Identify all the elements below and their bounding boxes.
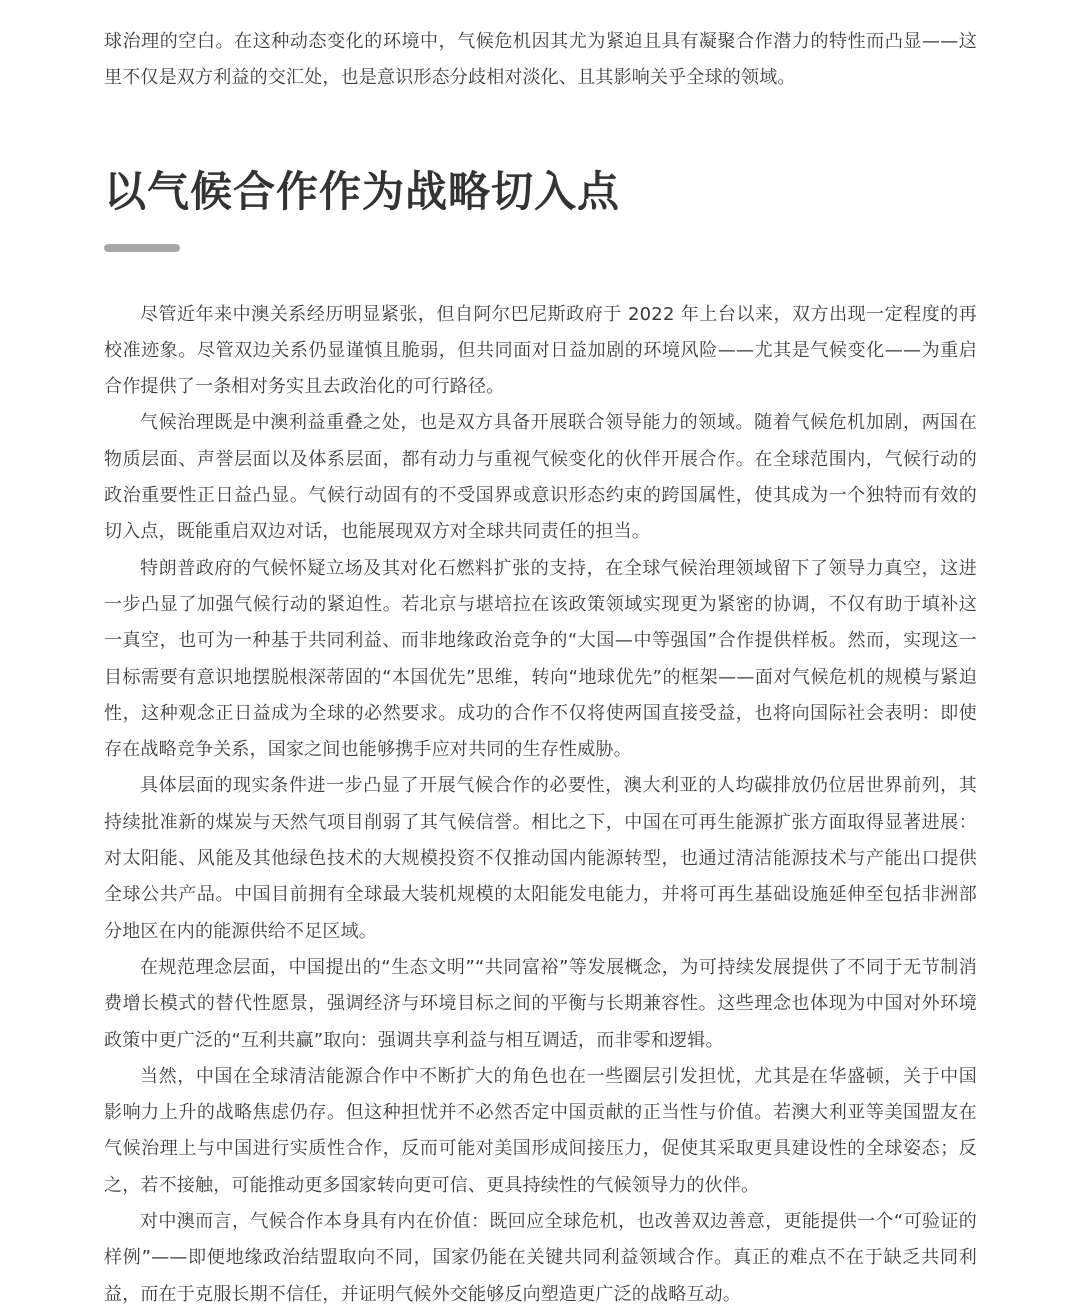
paragraph-7: 对中澳而言，气候合作本身具有内在价值：既回应全球危机，也改善双边善意，更能提供一个“可验证的样例”——即便地缘政治结盟取向不同，国家仍能在关键共同利益领域合作。真正的难点不在于缺乏共同利益，而在于克服长期不信任，并证明气候外交能够反向塑造更广泛的战略互动。 [104,1211,977,1305]
paragraph-2: 气候治理既是中澳利益重叠之处，也是双方具备开展联合领导能力的领域。随着气候危机加剧，两国在物质层面、声誉层面以及体系层面，都有动力与重视气候变化的伙伴开展合作。在全球范围内，气候行动的政治重要性正日益凸显。气候行动固有的不受国界或意识形态约束的跨国属性，使其成为一个独特而有效的切入点，既能重启双边对话，也能展现双方对全球共同责任的担当。 [104,412,977,543]
paragraph-5: 在规范理念层面，中国提出的“生态文明”“共同富裕”等发展概念，为可持续发展提供了不同于无节制消费增长模式的替代性愿景，强调经济与环境目标之间的平衡与长期兼容性。这些理念也体现为中国对外环境政策中更广泛的“互利共赢”取向：强调共享利益与相互调适，而非零和逻辑。 [104,956,977,1051]
paragraph-1: 尽管近年来中澳关系经历明显紧张，但自阿尔巴尼斯政府于 2022 年上台以来，双方出现一定程度的再校准迹象。尽管双边关系仍显谨慎且脆弱，但共同面对日益加剧的环境风险——尤其是气候变化——为重启合作提供了一条相对务实且去政治化的可行路径。 [104,303,977,398]
intro-paragraph: 球治理的空白。在这种动态变化的环境中，气候危机因其尤为紧迫且具有凝聚合作潜力的特性而凸显——这里不仅是双方利益的交汇处，也是意识形态分歧相对淡化、且其影响关乎全球的领域。 [104,31,977,89]
paragraph-6: 当然，中国在全球清洁能源合作中不断扩大的角色也在一些圈层引发担忧，尤其是在华盛顿，关于中国影响力上升的战略焦虑仍存。但这种担忧并不必然否定中国贡献的正当性与价值。若澳大利亚等美国盟友在气候治理上与中国进行实质性合作，反而可能对美国形成间接压力，促使其采取更具建设性的全球姿态；反之，若不接触，可能推动更多国家转向更可信、更具持续性的气候领导力的伙伴。 [104,1065,977,1196]
section-title: 以气候合作作为战略切入点 [104,166,621,216]
paragraph-3: 特朗普政府的气候怀疑立场及其对化石燃料扩张的支持，在全球气候治理领域留下了领导力真空，这进一步凸显了加强气候行动的紧迫性。若北京与堪培拉在该政策领域实现更为紧密的协调，不仅有助于填补这一真空，也可为一种基于共同利益、而非地缘政治竞争的“大国—中等强国”合作提供样板。然而，实现这一目标需要有意识地摆脱根深蒂固的“本国优先”思维，转向“地球优先”的框架——面对气候危机的规模与紧迫性，这种观念正日益成为全球的必然要求。成功的合作不仅将使两国直接受益，也将向国际社会表明：即使存在战略竞争关系，国家之间也能够携手应对共同的生存性威胁。 [104,557,977,761]
title-underline-bar [104,244,180,252]
section-body [104,297,977,1313]
article [104,24,977,1313]
intro-text-block [104,24,977,97]
paragraph-4: 具体层面的现实条件进一步凸显了开展气候合作的必要性，澳大利亚的人均碳排放仍位居世界前列，其持续批准新的煤炭与天然气项目削弱了其气候信誉。相比之下，中国在可再生能源扩张方面取得显著进展：对太阳能、风能及其他绿色技术的大规模投资不仅推动国内能源转型，也通过清洁能源技术与产能出口提供全球公共产品。中国目前拥有全球最大装机规模的太阳能发电能力，并将可再生基础设施延伸至包括非洲部分地区在内的能源供给不足区域。 [104,775,977,942]
